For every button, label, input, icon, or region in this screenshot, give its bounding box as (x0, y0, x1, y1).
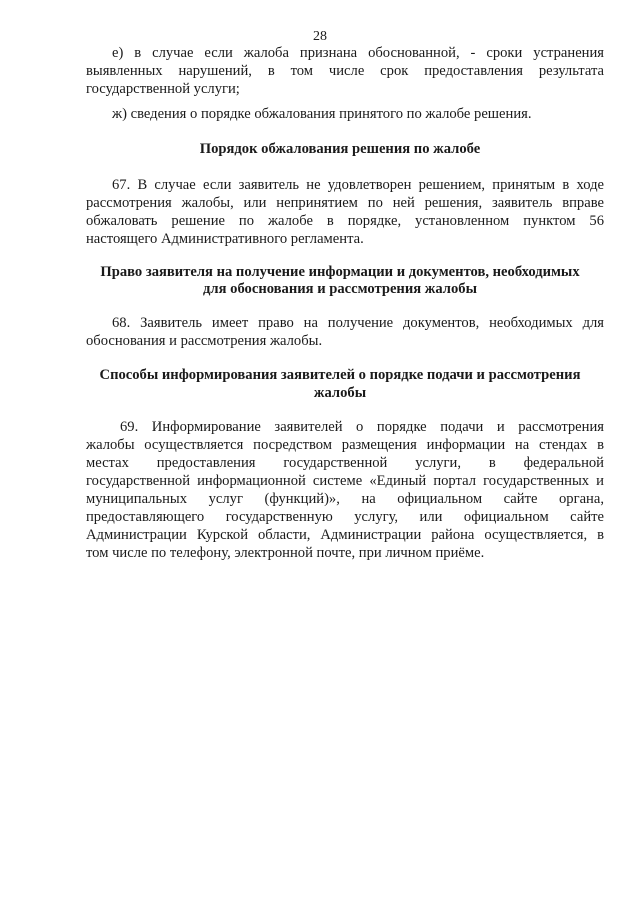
text-line: ж) сведения о порядке обжалования принятого по жалобе решения. (112, 106, 532, 122)
section-heading: для обоснования и рассмотрения жалобы (203, 281, 477, 297)
text-line: 69. Информирование заявителей о порядке подачи и рассмотрения (120, 419, 604, 435)
text-line: настоящего Административного регламента. (86, 231, 364, 247)
text-line: е) в случае если жалоба признана обоснованной, - сроки устранения (112, 45, 604, 61)
page-number: 28 (313, 29, 327, 44)
text-line: том числе по телефону, электронной почте, при личном приёме. (86, 545, 485, 561)
text-line: жалобы осуществляется посредством размещения информации на стендах в (86, 437, 604, 453)
text-line: обоснования и рассмотрения жалобы. (86, 333, 323, 349)
text-line: местах предоставления государственной услуги, в федеральной (86, 455, 604, 471)
section-heading: Способы информирования заявителей о порядке подачи и рассмотрения (99, 367, 581, 383)
text-line: рассмотрения жалобы, или непринятием по ней решения, заявитель вправе (86, 195, 604, 211)
section-heading: Порядок обжалования решения по жалобе (199, 141, 481, 157)
text-line: 67. В случае если заявитель не удовлетворен решением, принятым в ходе (112, 177, 604, 193)
text-line: государственной информационной системе «Единый портал государственных и (86, 473, 604, 489)
section-heading: Право заявителя на получение информации и документов, необходимых (100, 264, 580, 280)
text-line: предоставляющего государственную услугу, или официальном сайте (86, 509, 604, 525)
text-line: государственной услуги; (86, 81, 240, 97)
section-heading: жалобы (313, 385, 367, 401)
text-line: 68. Заявитель имеет право на получение документов, необходимых для (112, 315, 604, 331)
text-line: выявленных нарушений, в том числе срок предоставления результата (86, 63, 604, 79)
text-line: обжаловать решение по жалобе в порядке, установленном пунктом 56 (86, 213, 604, 229)
text-line: Администрации Курской области, Администрации района осуществляется, в (86, 527, 604, 543)
text-line: муниципальных услуг (функций)», на официальном сайте органа, (86, 491, 604, 507)
